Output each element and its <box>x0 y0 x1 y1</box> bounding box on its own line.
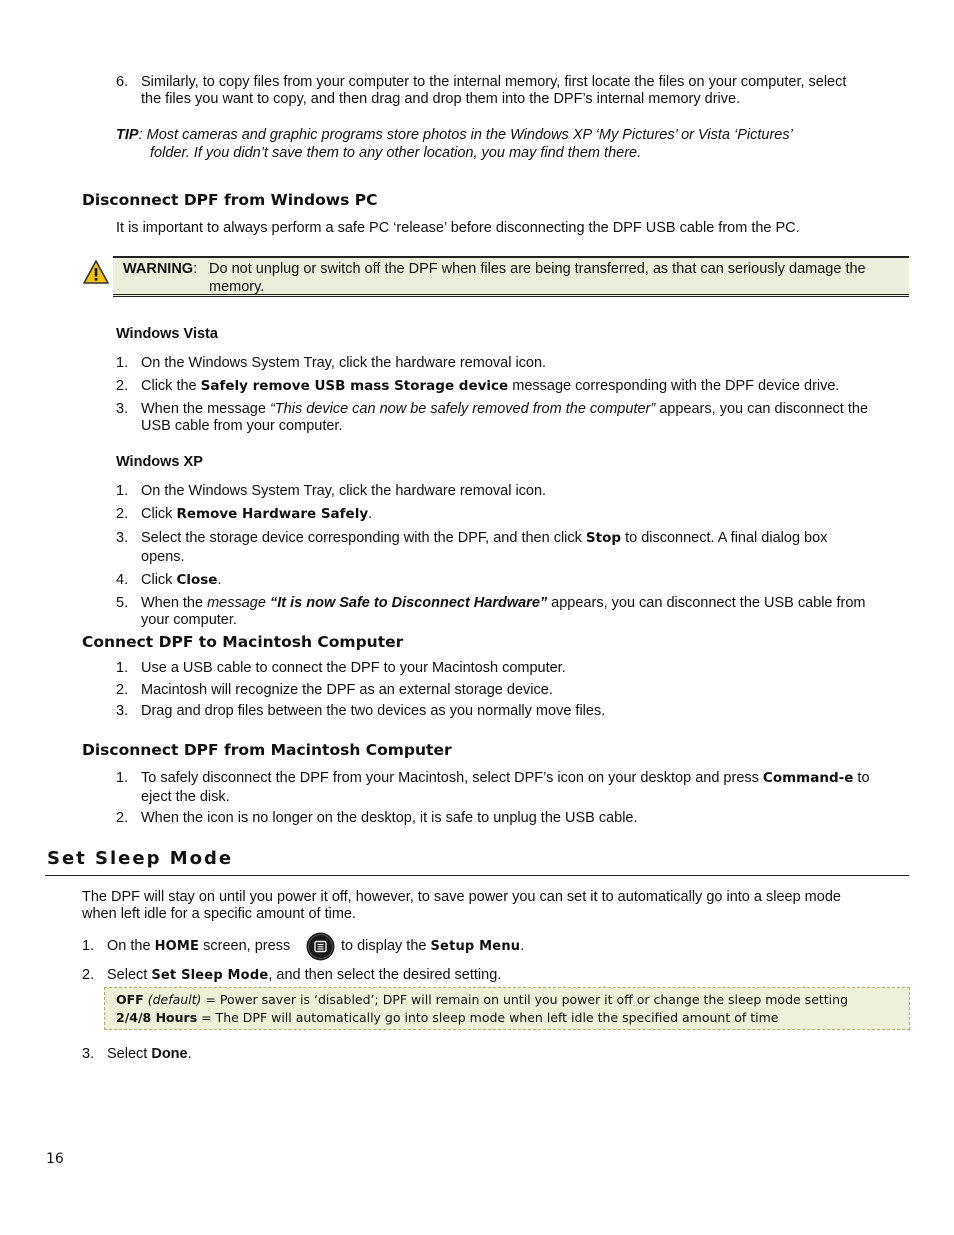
tip-sep: : <box>138 127 143 143</box>
text: . <box>520 938 525 954</box>
list-item <box>141 595 866 612</box>
text: Click <box>141 506 177 522</box>
text: to <box>853 770 870 786</box>
text: When the message <box>141 401 270 417</box>
paragraph-line: the files you want to copy, and then drag and drop them into the DPF’s internal memory drive. <box>141 91 741 107</box>
step-number: 2. <box>116 810 129 826</box>
step-number: 2. <box>116 378 129 394</box>
setup-menu-label: Setup Menu <box>430 939 521 954</box>
bold-text: Close <box>176 572 218 588</box>
tip-text: Most cameras and graphic programs store photos in the Windows XP ‘My Pictures’ or Vista ‘Pictures’ <box>146 127 793 143</box>
section-heading: Connect DPF to Macintosh Computer <box>82 633 404 651</box>
paragraph-line: The DPF will stay on until you power it off, however, to save power you can set it to automatically go into a sleep mode <box>82 889 841 905</box>
list-item-line2: opens. <box>141 549 185 565</box>
step-number: 2. <box>116 682 129 698</box>
text: screen, press <box>199 938 291 954</box>
text: appears, you can disconnect the <box>655 401 869 417</box>
warning-sep: : <box>193 261 198 277</box>
list-item <box>141 572 222 589</box>
text: , and then select the desired setting. <box>268 967 502 983</box>
step-number: 1. <box>116 355 129 371</box>
subheading-xp: Windows XP <box>116 454 203 470</box>
page-number: 16 <box>46 1151 64 1167</box>
tip-text-line2: folder. If you didn’t save them to any other location, you may find them there. <box>150 145 642 161</box>
step-number: 4. <box>116 572 129 588</box>
list-item: On the Windows System Tray, click the hardware removal icon. <box>141 355 547 371</box>
text: To safely disconnect the DPF from your Macintosh, select DPF’s icon on your desktop and press <box>141 770 763 786</box>
list-item <box>141 530 827 547</box>
warning-text-line2: memory. <box>209 279 265 295</box>
tip-note <box>116 127 793 144</box>
list-item <box>141 401 868 418</box>
tip-label: TIP <box>116 127 139 143</box>
text: Select <box>107 1046 152 1062</box>
text: Click the <box>141 378 201 394</box>
text: When the <box>141 595 208 611</box>
step-number: 1. <box>116 660 129 676</box>
text: . <box>368 506 373 522</box>
list-item <box>141 506 372 523</box>
menu-button-icon <box>306 932 335 961</box>
warning-icon <box>83 260 109 284</box>
text: Select the storage device corresponding with the DPF, and then click <box>141 530 586 546</box>
list-item <box>141 770 870 787</box>
italic-text: “This device can now be safely removed from the computer” <box>269 401 656 417</box>
bold-text: Remove Hardware Safely <box>176 506 369 522</box>
text: to display the <box>341 938 431 954</box>
note-line-off <box>116 991 909 1009</box>
step-number: 2. <box>116 506 129 522</box>
section-heading: Disconnect DPF from Windows PC <box>82 191 378 209</box>
list-item: Use a USB cable to connect the DPF to your Macintosh computer. <box>141 660 566 676</box>
text: to disconnect. A final dialog box <box>621 530 828 546</box>
paragraph-line: Similarly, to copy files from your computer to the internal memory, first locate the files on your computer, select <box>141 74 847 90</box>
sleep-options-note <box>104 987 910 1030</box>
off-text: = Power saver is ‘disabled’; DPF will remain on until you power it off or change the sleep mode setting <box>201 992 849 1007</box>
bold-text: Safely remove USB mass Storage device <box>200 378 509 394</box>
text: On the <box>107 938 155 954</box>
text: . <box>187 1046 192 1062</box>
step-number: 6. <box>116 74 129 90</box>
italic-text: message <box>207 595 266 611</box>
bold-text: Command-e <box>762 770 854 786</box>
bold-text: Done <box>151 1046 188 1062</box>
text: message corresponding with the DPF device drive. <box>508 378 840 394</box>
text: . <box>217 572 222 588</box>
list-item <box>107 967 501 984</box>
list-item-line2: eject the disk. <box>141 789 230 805</box>
paragraph-line: when left idle for a specific amount of time. <box>82 906 357 922</box>
note-line-hours <box>116 1009 909 1027</box>
list-item: Macintosh will recognize the DPF as an external storage device. <box>141 682 553 698</box>
list-item <box>107 938 290 955</box>
list-item: When the icon is no longer on the desktop, it is safe to unplug the USB cable. <box>141 810 638 826</box>
step-number: 1. <box>82 938 95 954</box>
text: appears, you can disconnect the USB cable from <box>547 595 866 611</box>
step-number: 5. <box>116 595 129 611</box>
list-item: On the Windows System Tray, click the hardware removal icon. <box>141 483 547 499</box>
off-label: OFF <box>116 992 144 1007</box>
warning-line <box>123 261 197 278</box>
list-item <box>141 378 839 395</box>
step-number: 1. <box>116 770 129 786</box>
list-item-line2: your computer. <box>141 612 237 628</box>
section-heading: Disconnect DPF from Macintosh Computer <box>82 741 452 759</box>
hours-label: 2/4/8 Hours <box>116 1010 198 1025</box>
step-number: 1. <box>116 483 129 499</box>
text: Click <box>141 572 177 588</box>
warning-text: Do not unplug or switch off the DPF when files are being transferred, as that can seriously damage the <box>209 261 866 277</box>
list-item: Drag and drop files between the two devices as you normally move files. <box>141 703 606 719</box>
list-item-cont <box>341 938 524 955</box>
step-number: 3. <box>116 401 129 417</box>
paragraph: It is important to always perform a safe PC ‘release’ before disconnecting the DPF USB cable from the PC. <box>116 220 800 236</box>
step-number: 3. <box>82 1046 95 1062</box>
step-number: 2. <box>82 967 95 983</box>
hours-text: = The DPF will automatically go into sleep mode when left idle the specified amount of time <box>197 1010 779 1025</box>
bold-text: Stop <box>585 530 622 546</box>
heading-rule <box>45 875 909 876</box>
warning-label: WARNING <box>123 261 194 277</box>
subheading-vista: Windows Vista <box>116 326 218 342</box>
home-label: HOME <box>154 939 200 954</box>
list-item <box>107 1046 192 1063</box>
list-item-line2: USB cable from your computer. <box>141 418 343 434</box>
bold-text: Set Sleep Mode <box>151 968 269 983</box>
bold-italic-text: “It is now Safe to Disconnect Hardware” <box>269 595 548 611</box>
step-number: 3. <box>116 530 129 546</box>
step-number: 3. <box>116 703 129 719</box>
default-label: (default) <box>147 992 202 1007</box>
chapter-heading: Set Sleep Mode <box>47 848 234 869</box>
text: Select <box>107 967 152 983</box>
